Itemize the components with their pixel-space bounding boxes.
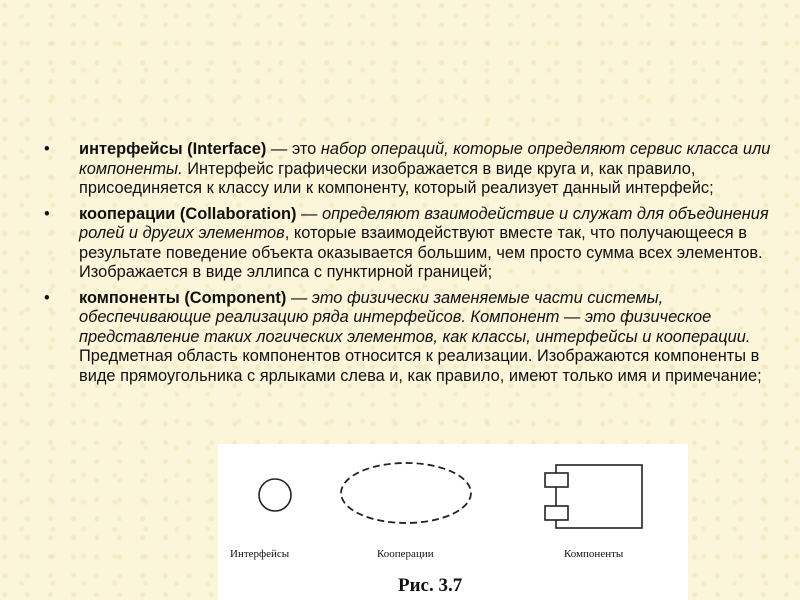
label-interface: Интерфейсы: [230, 548, 290, 560]
label-collaboration: Кооперации: [377, 548, 434, 560]
figure-caption: Рис. 3.7: [398, 575, 463, 596]
definition-text: Предметная область компонентов относится к реализации. Изображаются компоненты в виде прямоугольника с ярлыками слева и, как правило, имеют только имя и примечание;: [79, 347, 762, 385]
bullet-marker: •: [44, 204, 50, 223]
term-collaboration: кооперации (Collaboration): [79, 204, 297, 223]
list-item-component: [40, 289, 792, 387]
list-item-collaboration: [40, 205, 792, 283]
interface-circle-shape: [259, 479, 291, 511]
label-component: Компоненты: [564, 548, 624, 560]
term-interface: интерфейсы (Interface): [79, 140, 267, 158]
definition-italic: это физически заменяемые части системы, обеспечивающие реализацию ряда интерфейсов. Компонент — это физическое представление таких логических элементов, как классы, интерфейсы и кооперации.: [79, 288, 751, 346]
bullet-list: [40, 140, 792, 392]
component-tab-bottom: [545, 506, 568, 520]
component-body-shape: [556, 465, 642, 528]
figure-3-7: [218, 444, 688, 600]
dash: — это: [266, 140, 321, 158]
definition-text: Интерфейс графически изображается в виде круга и, как правило, присоединяется к классу или к компоненту, который реализует данный интерфейс;: [79, 159, 714, 197]
bullet-marker: •: [44, 288, 50, 307]
list-item-interface: [40, 140, 792, 199]
definition-italic: набор операций, которые определяют сервис класса или компоненты.: [79, 140, 771, 178]
dash: —: [286, 288, 312, 307]
definition-italic: определяют взаимодействие и служат для объединения ролей и других элементов: [79, 204, 769, 242]
definition-text: , которые взаимодействуют вместе так, что получающееся в результате поведение объекта оказывается большим, чем просто сумма всех элементов. Изображается в виде эллипса с пунктирной границей;: [79, 224, 763, 281]
bullet-marker: •: [44, 140, 50, 158]
collaboration-ellipse-shape: [341, 463, 471, 523]
dash: —: [296, 204, 322, 223]
term-component: компоненты (Component): [79, 288, 287, 307]
component-tab-top: [545, 473, 568, 487]
